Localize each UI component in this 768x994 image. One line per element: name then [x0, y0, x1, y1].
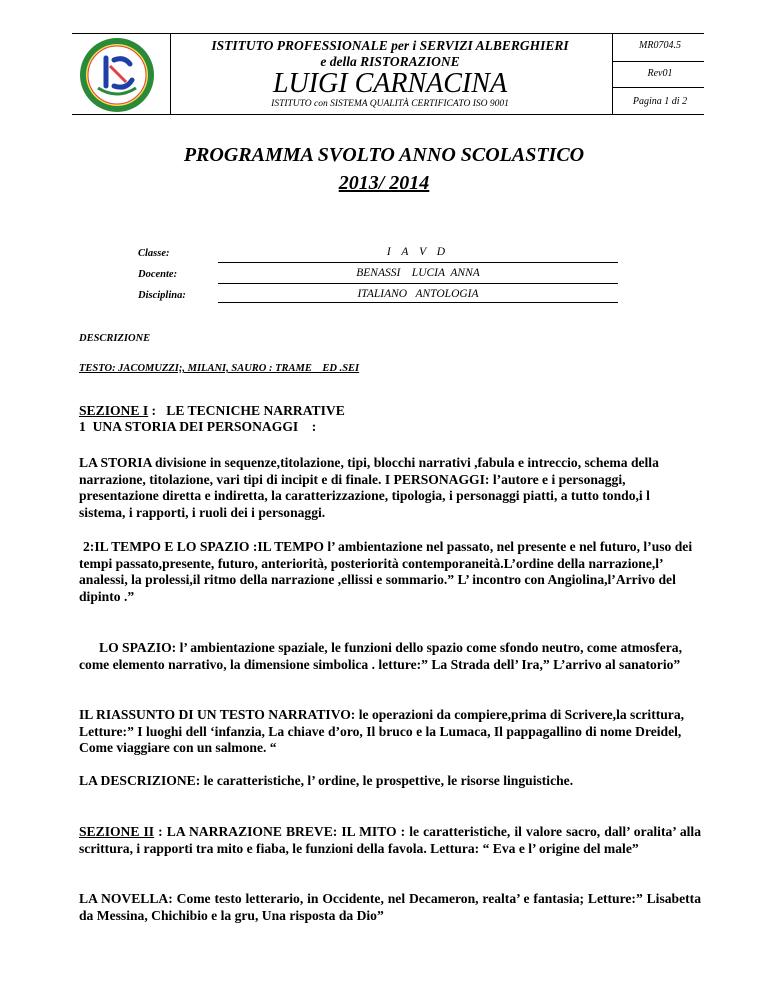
paragraph-mito: SEZIONE II : LA NARRAZIONE BREVE: IL MITO : le caratteristiche, il valore sacro, dall’ oralita’ alla scrittura, i rapporti tra mito e fiaba, le funzioni della favola. Lettura: “ Eva e l’ origine del male”: [79, 824, 702, 856]
page-number: Pagina 1 di 2: [632, 96, 688, 107]
teacher-label: Docente:: [138, 269, 178, 280]
header-bottom-rule: [72, 114, 704, 115]
teacher-underline: [218, 283, 618, 284]
institute-name: ISTITUTO PROFESSIONALE per i SERVIZI ALBERGHIERI e della RISTORAZIONE: [211, 38, 569, 69]
paragraph-tempo-spazio: 2:IL TEMPO E LO SPAZIO :IL TEMPO l’ ambientazione nel passato, nel presente e nel futuro, l’uso dei tempi passato,presente, futuro, anteriorità, posteriorità contemporaneità.L’ordine della narrazione,l’ analessi, la prolessi,il ritmo della narrazione ,ellissi e sommario.” L’ incontro con Angiolina,l’Arrivo del dipinto .”: [79, 539, 693, 604]
school-year: 2013/ 2014: [338, 172, 430, 194]
school-name: LUIGI CARNACINA: [272, 68, 508, 99]
section-1-heading: SEZIONE I : LE TECNICHE NARRATIVE: [79, 403, 345, 418]
class-label: Classe:: [138, 248, 170, 259]
header-divider-right: [612, 33, 613, 114]
section-1-title: SEZIONE I: [79, 403, 149, 418]
paragraph-novella: LA NOVELLA: Come testo letterario, in Occidente, nel Decameron, realta’ e fantasia; Letture:” Lisabetta da Messina, Chichibio e la gru, Una risposta da Dio”: [79, 891, 701, 923]
subject-underline: [218, 302, 618, 303]
header-top-rule: [72, 33, 704, 34]
section-2-title: SEZIONE II: [79, 824, 155, 839]
paragraph-storia: LA STORIA divisione in sequenze,titolazione, tipi, blocchi narrativi ,fabula e intreccio, schema della narrazione, titolazione, vari tipi di incipit e di finale. I PERSONAGGI: l’autore e i personaggi, presentazione diretta e indiretta, la caratterizzazione, tipologia, i personaggi piatti, a tutto tondo,i l sistema, i rapporti, i ruoli dei i personaggi.: [79, 455, 659, 520]
section-1-subheading: 1 UNA STORIA DEI PERSONAGGI :: [79, 419, 317, 434]
paragraph-descrizione: LA DESCRIZIONE: le caratteristiche, l’ ordine, le prospettive, le risorse linguistiche.: [79, 773, 574, 788]
iso-certification: ISTITUTO con SISTEMA QUALITÀ CERTIFICATO ISO 9001: [271, 99, 509, 109]
school-logo: [78, 36, 156, 114]
header-divider-left: [170, 33, 171, 114]
subject-value: ITALIANO ANTOLOGIA: [357, 288, 479, 300]
class-value: I A V D: [386, 246, 450, 258]
document-title: PROGRAMMA SVOLTO ANNO SCOLASTICO: [183, 144, 585, 166]
revision-code: Rev01: [647, 68, 673, 79]
teacher-value: BENASSI LUCIA ANNA: [356, 267, 480, 279]
class-underline: [218, 262, 618, 263]
paragraph-spazio: LO SPAZIO: l’ ambientazione spaziale, le funzioni dello spazio come sfondo neutro, come atmosfera, come elemento narrativo, la dimensione simbolica . letture:” La Strada dell’ Ira,” L’arrivo al sanatorio”: [79, 640, 682, 672]
header-code-rule-2: [612, 87, 704, 88]
textbook-reference: TESTO: JACOMUZZI;, MILANI, SAURO : TRAME ED .SEI: [79, 363, 360, 374]
document-code: MR0704.5: [639, 40, 681, 51]
description-heading: DESCRIZIONE: [79, 333, 151, 344]
paragraph-riassunto: IL RIASSUNTO DI UN TESTO NARRATIVO: le operazioni da compiere,prima di Scrivere,la scrittura, Letture:” I luoghi dell ‘infanzia, La chiave d’oro, Il bruco e la Lumaca, Il pappagallino di nome Dreidel, Come viaggiare con un salmone. “: [79, 707, 685, 756]
header-code-rule-1: [612, 61, 704, 62]
subject-label: Disciplina:: [138, 290, 186, 301]
